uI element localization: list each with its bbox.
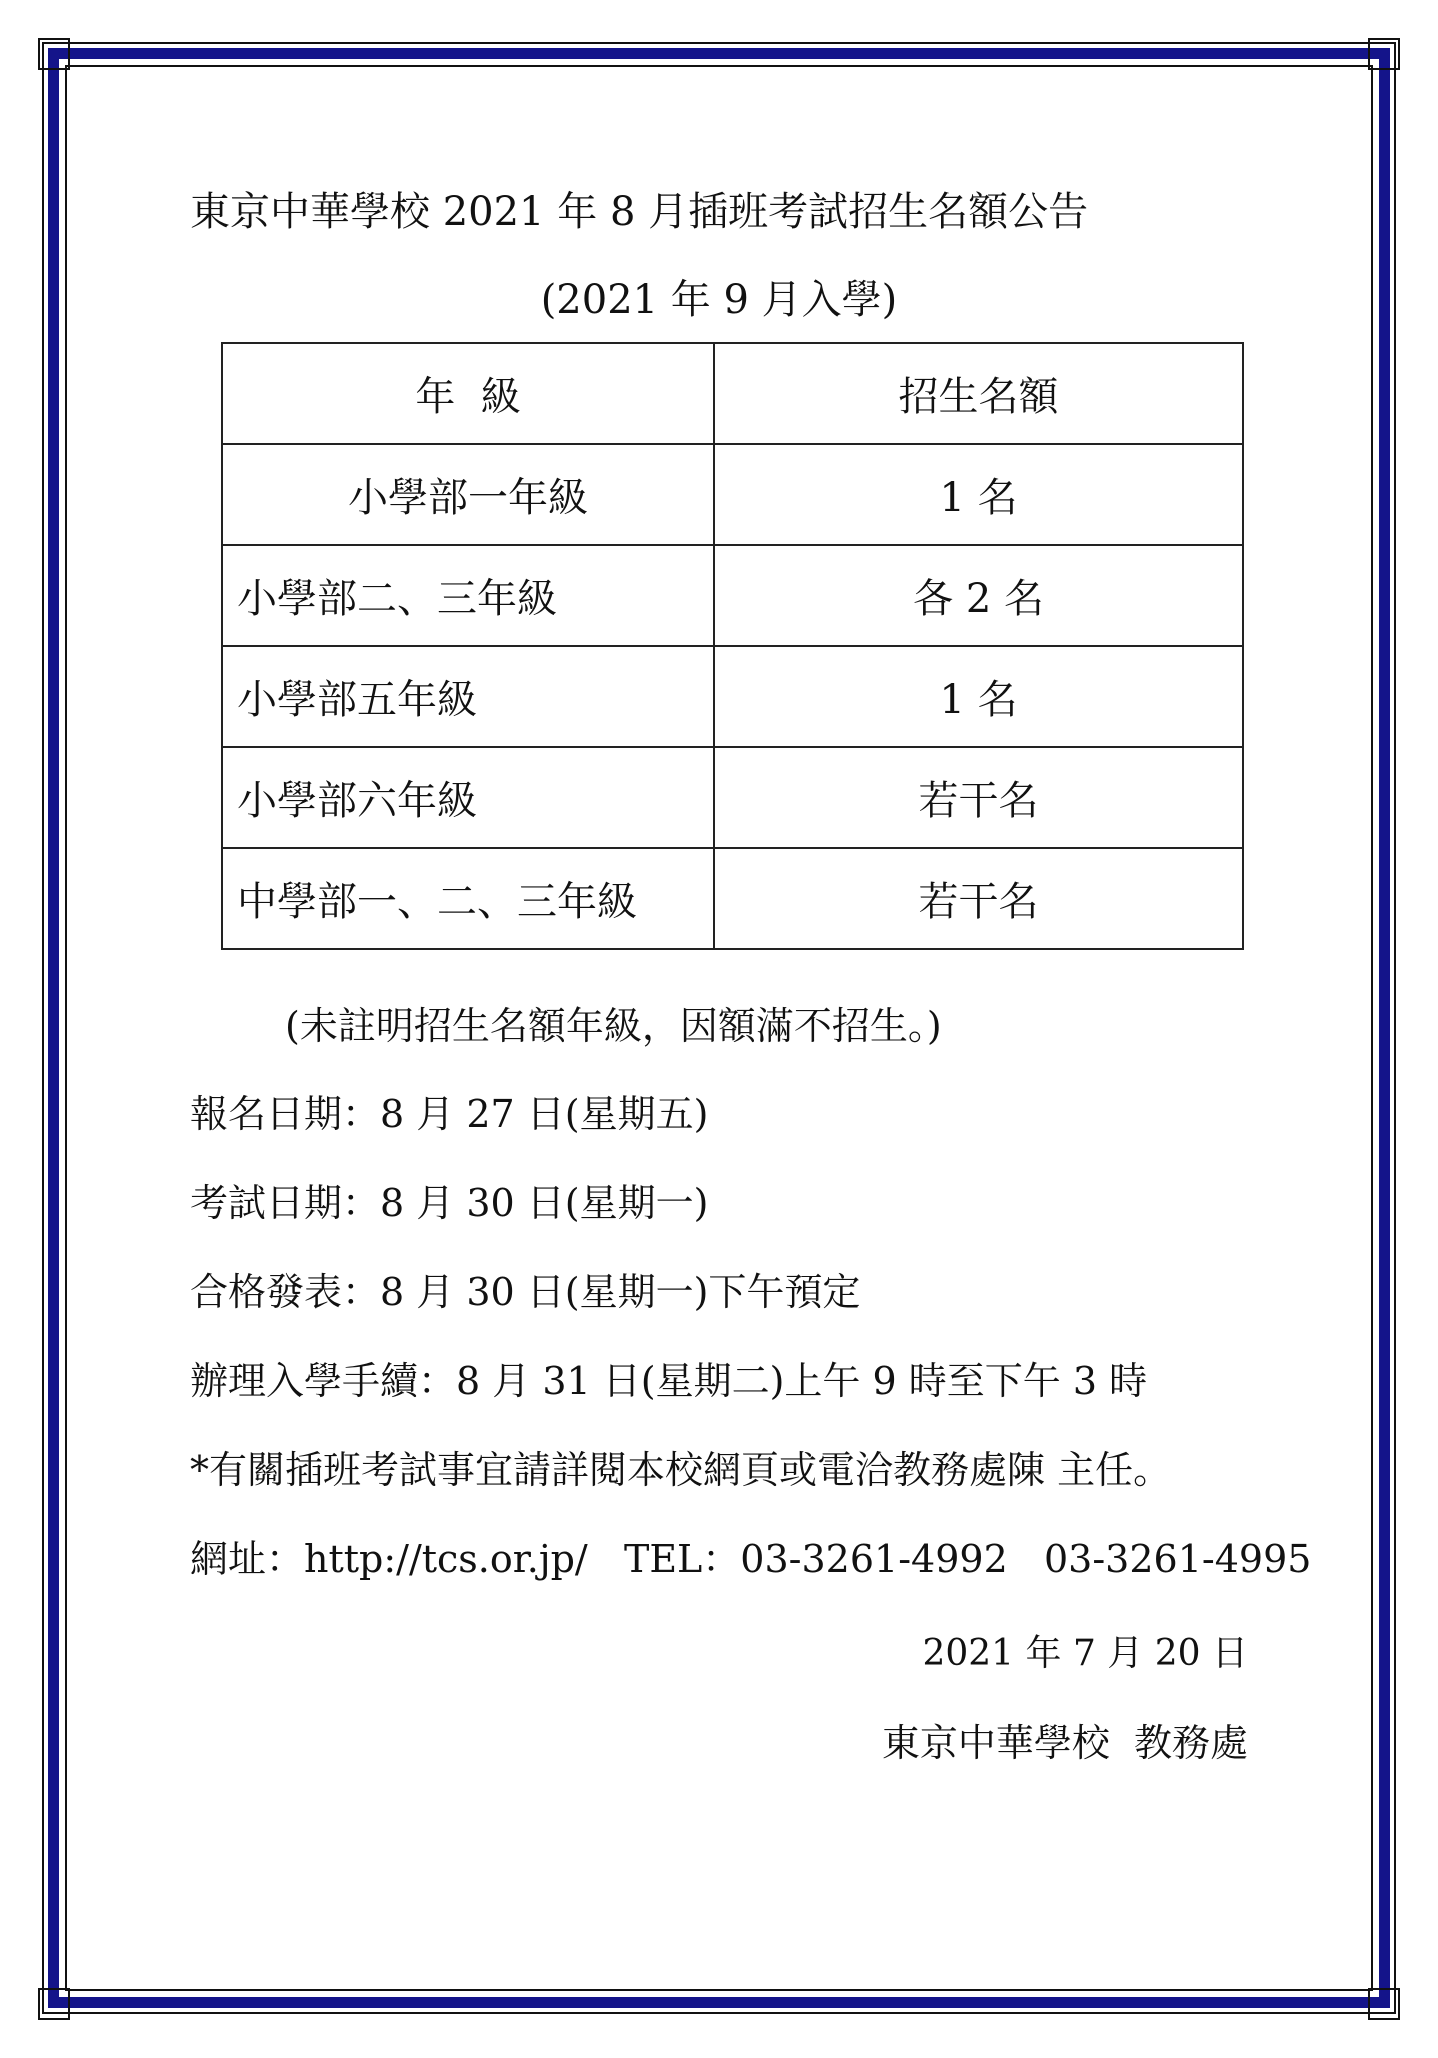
issue-date: 2021 年 7 月 20 日 [922,1633,1248,1674]
grade-cell: 中學部一、二、三年級 [222,848,714,949]
enrollment-procedure: 辦理入學手續：8 月 31 日(星期二)上午 9 時至下午 3 時 [190,1359,1148,1403]
table-row [222,444,1243,545]
quota-cell: 1 名 [714,444,1243,545]
corner-ornament-top-left [38,38,70,70]
grade-cell: 小學部五年級 [222,646,714,747]
corner-ornament-top-right [1368,38,1400,70]
table-row [222,545,1243,646]
corner-ornament-bottom-left [38,1988,70,2020]
quota-cell: 若干名 [714,747,1243,848]
exam-date: 考試日期：8 月 30 日(星期一) [190,1181,709,1225]
header-grade: 年 級 [222,343,714,444]
table-note: (未註明招生名額年級，因額滿不招生。) [285,1004,942,1048]
table-row [222,646,1243,747]
table-row [222,848,1243,949]
grade-cell: 小學部二、三年級 [222,545,714,646]
document-subtitle: (2021 年 9 月入學) [540,277,898,323]
grade-cell: 小學部一年級 [222,444,714,545]
grade-cell: 小學部六年級 [222,747,714,848]
results-announcement: 合格發表：8 月 30 日(星期一)下午預定 [190,1270,861,1314]
quota-cell: 若干名 [714,848,1243,949]
registration-date: 報名日期：8 月 27 日(星期五) [190,1092,709,1136]
inquiry-note: *有關插班考試事宜請詳閱本校網頁或電洽教務處陳 主任。 [190,1448,1172,1492]
document-title: 東京中華學校 2021 年 8 月插班考試招生名額公告 [190,189,1089,235]
quota-cell: 1 名 [714,646,1243,747]
quota-cell: 各 2 名 [714,545,1243,646]
quota-table [221,342,1244,950]
table-header-row [222,343,1243,444]
corner-ornament-bottom-right [1368,1988,1400,2020]
signature: 東京中華學校 教務處 [881,1721,1248,1765]
contact-info: 網址：http://tcs.or.jp/ TEL：03-3261-4992 03-3261-4995 [190,1537,1312,1581]
header-quota: 招生名額 [714,343,1243,444]
table-row [222,747,1243,848]
